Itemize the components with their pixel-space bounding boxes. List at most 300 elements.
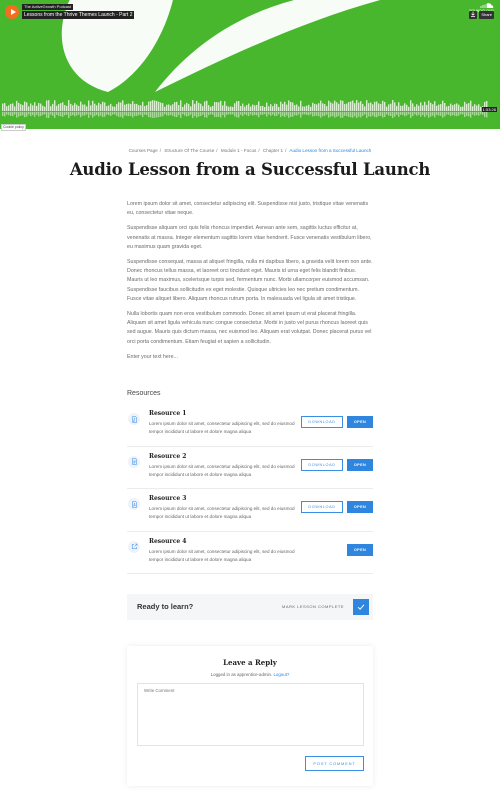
waveform-reflection xyxy=(242,112,243,116)
waveform-bar xyxy=(406,105,407,111)
waveform-bar xyxy=(168,104,169,111)
waveform-reflection xyxy=(468,112,469,116)
waveform-bar xyxy=(244,107,245,111)
waveform-reflection xyxy=(140,112,141,115)
waveform-bar xyxy=(46,100,47,111)
content-paragraph: Nulla lobortis quam non eros vestibulum commodo. Donec sit amet ipsum ut erat placerat fringilla. Aliquam sit amet ligula vehicula nunc congue consectetur. Morbi in justo vel purus rhoncus laoreet quis sed augue. Mauris quis dictum massa, nec euismod leo. Aliquam erat volutpat. Donec placerat purus vel orci porta condimentum. Etiam feugiat et sapien a sollicitudin. xyxy=(127,311,372,345)
waveform-bar xyxy=(336,102,337,111)
download-track-button[interactable] xyxy=(469,11,477,19)
waveform-reflection xyxy=(8,112,9,115)
logged-in-note xyxy=(127,672,373,677)
waveform-reflection xyxy=(408,112,409,114)
waveform-bar xyxy=(462,107,463,111)
waveform-reflection xyxy=(382,112,383,118)
waveform-bar xyxy=(286,105,287,111)
waveform-reflection xyxy=(216,112,217,117)
waveform-reflection xyxy=(14,112,15,115)
waveform-reflection xyxy=(172,112,173,116)
waveform-reflection xyxy=(50,112,51,115)
waveform-reflection xyxy=(450,112,451,116)
waveform-bar xyxy=(186,103,187,111)
waveform-reflection xyxy=(480,112,481,114)
waveform-reflection xyxy=(214,112,215,117)
resource-item xyxy=(127,447,373,490)
post-comment-button[interactable]: POST COMMENT xyxy=(305,756,364,771)
waveform-bar xyxy=(12,103,13,111)
waveform-reflection xyxy=(96,112,97,115)
waveform-reflection xyxy=(284,112,285,117)
waveform-reflection xyxy=(34,112,35,117)
waveform-reflection xyxy=(212,112,213,115)
waveform-bar xyxy=(394,102,395,111)
waveform-bar xyxy=(232,107,233,111)
waveform-bar xyxy=(412,103,413,111)
waveform-bar xyxy=(356,100,357,111)
waveform-bar xyxy=(224,101,225,111)
waveform-reflection xyxy=(270,112,271,116)
waveform-reflection xyxy=(238,112,239,117)
waveform-reflection xyxy=(336,112,337,117)
waveform-bar xyxy=(294,105,295,111)
waveform-bar xyxy=(348,102,349,111)
waveform-reflection xyxy=(334,112,335,118)
waveform-reflection xyxy=(300,112,301,118)
waveform-reflection xyxy=(210,112,211,114)
waveform-bar xyxy=(172,104,173,111)
waveform-bar xyxy=(372,104,373,111)
waveform-reflection xyxy=(184,112,185,116)
waveform-reflection xyxy=(134,112,135,116)
waveform-bar xyxy=(306,106,307,111)
waveform-reflection xyxy=(258,112,259,117)
waveform-bar xyxy=(452,105,453,111)
download-button[interactable]: DOWNLOAD xyxy=(301,416,343,428)
waveform-reflection xyxy=(160,112,161,117)
waveform-bar xyxy=(250,107,251,111)
waveform-reflection xyxy=(414,112,415,114)
waveform-reflection xyxy=(310,112,311,114)
waveform-reflection xyxy=(326,112,327,115)
waveform-reflection xyxy=(350,112,351,117)
waveform-reflection xyxy=(330,112,331,117)
waveform-reflection xyxy=(52,112,53,116)
waveform-reflection xyxy=(390,112,391,116)
soundcloud-cloud-icon xyxy=(480,3,494,8)
waveform-bar xyxy=(444,103,445,111)
waveform-bar xyxy=(468,103,469,111)
waveform-bar xyxy=(262,106,263,111)
waveform-reflection xyxy=(130,112,131,116)
waveform-bar xyxy=(214,102,215,111)
waveform-reflection xyxy=(348,112,349,117)
waveform-bar xyxy=(20,104,21,111)
waveform-bar xyxy=(272,106,273,111)
breadcrumb-separator: / xyxy=(285,148,287,153)
waveform-reflection xyxy=(426,112,427,115)
waveform-bar xyxy=(236,101,237,111)
waveform-reflection xyxy=(458,112,459,115)
waveform-bar xyxy=(146,105,147,111)
waveform-bar xyxy=(94,104,95,111)
waveform-reflection xyxy=(112,112,113,115)
waveform-reflection xyxy=(476,112,477,115)
resource-name: Resource 2 xyxy=(149,452,187,460)
waveform-bar xyxy=(246,105,247,111)
waveform-reflection xyxy=(74,112,75,116)
waveform-bar xyxy=(318,103,319,111)
waveform-bar xyxy=(386,107,387,111)
waveform-reflection xyxy=(62,112,63,117)
waveform-reflection xyxy=(194,112,195,116)
reply-title: Leave a Reply xyxy=(223,658,277,667)
waveform-bar xyxy=(390,104,391,111)
waveform-bar xyxy=(10,104,11,111)
waveform-reflection xyxy=(434,112,435,117)
waveform-reflection xyxy=(452,112,453,115)
play-button[interactable] xyxy=(5,5,19,19)
resources-list xyxy=(127,404,373,574)
open-button[interactable]: OPEN xyxy=(347,416,373,428)
waveform-bar xyxy=(362,104,363,111)
waveform-reflection xyxy=(26,112,27,117)
waveform-reflection xyxy=(352,112,353,118)
waveform-bar xyxy=(52,104,53,111)
waveform-reflection xyxy=(46,112,47,118)
waveform-bar xyxy=(28,106,29,111)
waveform-bar xyxy=(38,103,39,111)
waveform-reflection xyxy=(136,112,137,116)
waveform-reflection xyxy=(94,112,95,116)
waveform-bar xyxy=(322,103,323,111)
waveform-reflection xyxy=(376,112,377,117)
waveform-reflection xyxy=(280,112,281,117)
waveform-bar xyxy=(206,101,207,111)
waveform-bar xyxy=(328,101,329,111)
cookie-policy-link[interactable]: Cookie policy xyxy=(3,125,24,129)
waveform-reflection xyxy=(470,112,471,118)
waveform-bar xyxy=(422,105,423,111)
waveform-reflection xyxy=(90,112,91,115)
waveform-bar xyxy=(248,104,249,111)
waveform-bar xyxy=(222,105,223,111)
breadcrumb-separator: / xyxy=(258,148,260,153)
waveform-bar xyxy=(434,101,435,111)
waveform-reflection xyxy=(80,112,81,117)
waveform-reflection xyxy=(288,112,289,118)
podcast-name[interactable]: The ActiveGrowth Podcast xyxy=(24,4,72,9)
waveform-reflection xyxy=(56,112,57,115)
open-button[interactable]: OPEN xyxy=(347,459,373,471)
mark-complete-button[interactable] xyxy=(353,599,369,615)
resource-name: Resource 1 xyxy=(149,410,187,417)
waveform-bar xyxy=(284,102,285,111)
waveform-bar xyxy=(352,101,353,111)
waveform-reflection xyxy=(410,112,411,118)
waveform-reflection xyxy=(430,112,431,117)
logout-link[interactable]: Logout? xyxy=(273,672,290,677)
waveform-reflection xyxy=(180,112,181,118)
waveform-reflection xyxy=(60,112,61,116)
waveform-reflection xyxy=(402,112,403,115)
waveform-bar xyxy=(270,104,271,111)
waveform-bar xyxy=(302,106,303,111)
waveform-bar xyxy=(264,107,265,111)
resource-item xyxy=(127,404,373,447)
waveform-bar xyxy=(414,107,415,111)
waveform-bar xyxy=(170,105,171,111)
waveform-bar xyxy=(278,107,279,111)
waveform-reflection xyxy=(82,112,83,116)
waveform-reflection xyxy=(202,112,203,115)
waveform-reflection xyxy=(192,112,193,118)
waveform-bar xyxy=(176,102,177,111)
waveform-bar xyxy=(122,100,123,111)
waveform-bar xyxy=(98,103,99,111)
waveform-reflection xyxy=(340,112,341,118)
ready-text: Ready to learn? xyxy=(137,602,194,611)
waveform-reflection xyxy=(478,112,479,116)
waveform-bar xyxy=(50,106,51,111)
waveform-reflection xyxy=(396,112,397,115)
waveform-bar xyxy=(92,101,93,111)
waveform-reflection xyxy=(166,112,167,115)
waveform-reflection xyxy=(298,112,299,114)
resource-item xyxy=(127,532,373,575)
track-title[interactable]: Lessons from the Thrive Themes Launch - Part 2 xyxy=(24,12,133,18)
waveform-reflection xyxy=(292,112,293,117)
waveform-reflection xyxy=(2,112,3,116)
share-button[interactable] xyxy=(479,11,494,19)
waveform-bar xyxy=(238,101,239,111)
waveform-bar xyxy=(58,104,59,111)
waveform-reflection xyxy=(308,112,309,115)
waveform-bar xyxy=(268,106,269,111)
waveform-bar xyxy=(48,100,49,111)
open-button[interactable]: OPEN xyxy=(347,501,373,513)
content-paragraph: Suspendisse consequat, massa at aliquet fringilla, nulla mi dapibus libero, a gravida velit lorem non ante. Donec rhoncus tellus massa, et laoreet orci tincidunt eget. Mauris id urna eget felis blandit finibus. Mauris ut leo maximus, scelerisque turpis sed, fermentum nunc. Morbi ullamcorper euismod accumsan. Suspendisse faucibus sollicitudin ex eget molestie. Quisque ultricies leo nec pretium condimentum. Fusce vitae aliquet libero. Aliquam rhoncus rutrum porta. In malesuada vel ligula sit amet tristique. xyxy=(127,259,373,302)
waveform-bar xyxy=(256,105,257,111)
pdf-file-icon xyxy=(128,498,140,510)
waveform-reflection xyxy=(72,112,73,115)
waveform-reflection xyxy=(276,112,277,116)
waveform-reflection xyxy=(324,112,325,116)
waveform-bar xyxy=(184,104,185,111)
waveform-reflection xyxy=(174,112,175,117)
waveform-reflection xyxy=(190,112,191,115)
waveform-reflection xyxy=(444,112,445,116)
waveform-reflection xyxy=(70,112,71,116)
waveform-bar xyxy=(440,104,441,111)
breadcrumb xyxy=(0,148,500,153)
waveform-reflection xyxy=(388,112,389,116)
waveform-reflection xyxy=(266,112,267,117)
waveform-bar xyxy=(470,101,471,111)
download-button[interactable]: DOWNLOAD xyxy=(301,501,343,513)
waveform-reflection xyxy=(338,112,339,116)
waveform-reflection xyxy=(148,112,149,117)
waveform-bar xyxy=(300,101,301,111)
waveform-bar xyxy=(160,103,161,111)
waveform-bar xyxy=(296,104,297,111)
waveform-reflection xyxy=(230,112,231,115)
waveform-bar xyxy=(66,106,67,111)
breadcrumb-item[interactable]: Courses Page xyxy=(128,148,158,153)
waveform-reflection xyxy=(142,112,143,117)
waveform-reflection xyxy=(462,112,463,114)
waveform-reflection xyxy=(132,112,133,117)
waveform-reflection xyxy=(474,112,475,116)
waveform-reflection xyxy=(16,112,17,118)
waveform-reflection xyxy=(124,112,125,115)
waveform-reflection xyxy=(42,112,43,115)
breadcrumb-item[interactable]: Structure Of The Course xyxy=(164,148,215,153)
waveform-bar xyxy=(24,102,25,111)
waveform-bar xyxy=(346,104,347,111)
waveform-reflection xyxy=(294,112,295,115)
open-button[interactable]: OPEN xyxy=(347,544,373,556)
waveform-bar xyxy=(320,101,321,111)
waveform-bar xyxy=(6,106,7,111)
breadcrumb-item[interactable]: Module 1 - Focus xyxy=(220,148,257,153)
waveform-reflection xyxy=(322,112,323,116)
waveform-reflection xyxy=(10,112,11,116)
audio-player[interactable] xyxy=(0,0,500,129)
waveform-bar xyxy=(68,100,69,111)
waveform-bar xyxy=(134,104,135,111)
waveform-bar xyxy=(312,103,313,111)
waveform-reflection xyxy=(176,112,177,117)
waveform-bar xyxy=(104,102,105,111)
waveform-bar xyxy=(182,107,183,111)
waveform-bar xyxy=(400,106,401,111)
waveform-reflection xyxy=(30,112,31,116)
waveform-bar xyxy=(402,106,403,111)
waveform-bar xyxy=(332,104,333,111)
waveform-reflection xyxy=(356,112,357,118)
mark-complete-label[interactable]: MARK LESSON COMPLETE xyxy=(282,604,345,609)
waveform-bar xyxy=(90,105,91,111)
waveform-bar xyxy=(298,106,299,111)
waveform-bar xyxy=(342,101,343,111)
waveform-reflection xyxy=(122,112,123,118)
waveform-reflection xyxy=(244,112,245,114)
waveform-reflection xyxy=(206,112,207,118)
waveform-bar xyxy=(216,102,217,111)
waveform-bar xyxy=(14,106,15,111)
waveform-bar xyxy=(150,101,151,111)
waveform-bar xyxy=(56,106,57,111)
waveform-reflection xyxy=(248,112,249,116)
waveform-reflection xyxy=(126,112,127,116)
waveform-bar xyxy=(384,102,385,111)
waveform-bar xyxy=(62,102,63,111)
waveform-bar xyxy=(364,106,365,111)
waveform-reflection xyxy=(104,112,105,117)
waveform-bar xyxy=(472,106,473,111)
waveform-reflection xyxy=(228,112,229,114)
waveform-bar xyxy=(368,103,369,111)
waveform-reflection xyxy=(460,112,461,114)
resource-description: Lorem ipsum dolor sit amet, consectetur adipiscing elit, sed do eiusmod tempor incididunt ut labore et dolore magna aliqua xyxy=(149,421,295,434)
waveform-bar xyxy=(86,106,87,111)
content-paragraph: Suspendisse aliquam orci quis felis rhoncus imperdiet. Aenean ante sem, sagittis luctus efficitur at, venenatis at massa. Integer elementum sagittis lorem vitae hendrerit. Fusce venenatis vestibulum libero, eu maximus quam gravida eget. xyxy=(127,225,372,250)
waveform-reflection xyxy=(240,112,241,115)
waveform-reflection xyxy=(366,112,367,118)
waveform-bar xyxy=(392,100,393,111)
waveform-reflection xyxy=(98,112,99,117)
waveform-reflection xyxy=(312,112,313,117)
waveform-reflection xyxy=(144,112,145,115)
waveform-reflection xyxy=(290,112,291,117)
waveform-reflection xyxy=(116,112,117,116)
waveform-bar xyxy=(136,104,137,111)
waveform-reflection xyxy=(372,112,373,116)
comment-input[interactable] xyxy=(137,683,364,746)
waveform-reflection xyxy=(234,112,235,116)
waveform-reflection xyxy=(268,112,269,115)
waveform-bar xyxy=(324,104,325,111)
waveform-reflection xyxy=(416,112,417,116)
waveform-reflection xyxy=(254,112,255,115)
waveform-bar xyxy=(460,107,461,111)
waveform-reflection xyxy=(226,112,227,115)
waveform-bar xyxy=(110,104,111,111)
waveform-reflection xyxy=(22,112,23,115)
waveform-reflection xyxy=(218,112,219,117)
waveform-reflection xyxy=(286,112,287,116)
waveform-reflection xyxy=(318,112,319,116)
waveform-reflection xyxy=(296,112,297,116)
waveform-reflection xyxy=(304,112,305,114)
waveform-bar xyxy=(198,103,199,111)
waveform-bar xyxy=(330,102,331,111)
waveform-bar xyxy=(36,106,37,111)
waveform-reflection xyxy=(472,112,473,115)
waveform-reflection xyxy=(412,112,413,116)
waveform-reflection xyxy=(428,112,429,118)
waveform-reflection xyxy=(374,112,375,117)
waveform-reflection xyxy=(88,112,89,118)
waveform-bar xyxy=(40,104,41,111)
waveform-reflection xyxy=(360,112,361,117)
waveform-reflection xyxy=(28,112,29,114)
waveform-bar xyxy=(96,105,97,111)
external-link-icon xyxy=(128,541,140,553)
waveform-reflection xyxy=(358,112,359,117)
waveform-reflection xyxy=(314,112,315,116)
breadcrumb-item[interactable]: Chapter 1 xyxy=(262,148,284,153)
waveform-bar xyxy=(464,102,465,111)
waveform-reflection xyxy=(236,112,237,117)
waveform-bar xyxy=(26,102,27,111)
waveform-bar xyxy=(32,105,33,111)
waveform-bar xyxy=(42,106,43,111)
track-duration: 1:53:26 xyxy=(482,107,496,112)
waveform-bar xyxy=(128,104,129,111)
waveform-reflection xyxy=(446,112,447,115)
breadcrumb-separator: / xyxy=(159,148,162,153)
waveform-bar xyxy=(404,103,405,111)
waveform-reflection xyxy=(368,112,369,116)
waveform-reflection xyxy=(302,112,303,115)
waveform-bar xyxy=(408,107,409,111)
waveform-reflection xyxy=(100,112,101,116)
waveform-reflection xyxy=(232,112,233,114)
waveform-bar xyxy=(202,106,203,111)
waveform-reflection xyxy=(384,112,385,117)
download-button[interactable]: DOWNLOAD xyxy=(301,459,343,471)
page-title: Audio Lesson from a Successful Launch xyxy=(69,160,431,179)
